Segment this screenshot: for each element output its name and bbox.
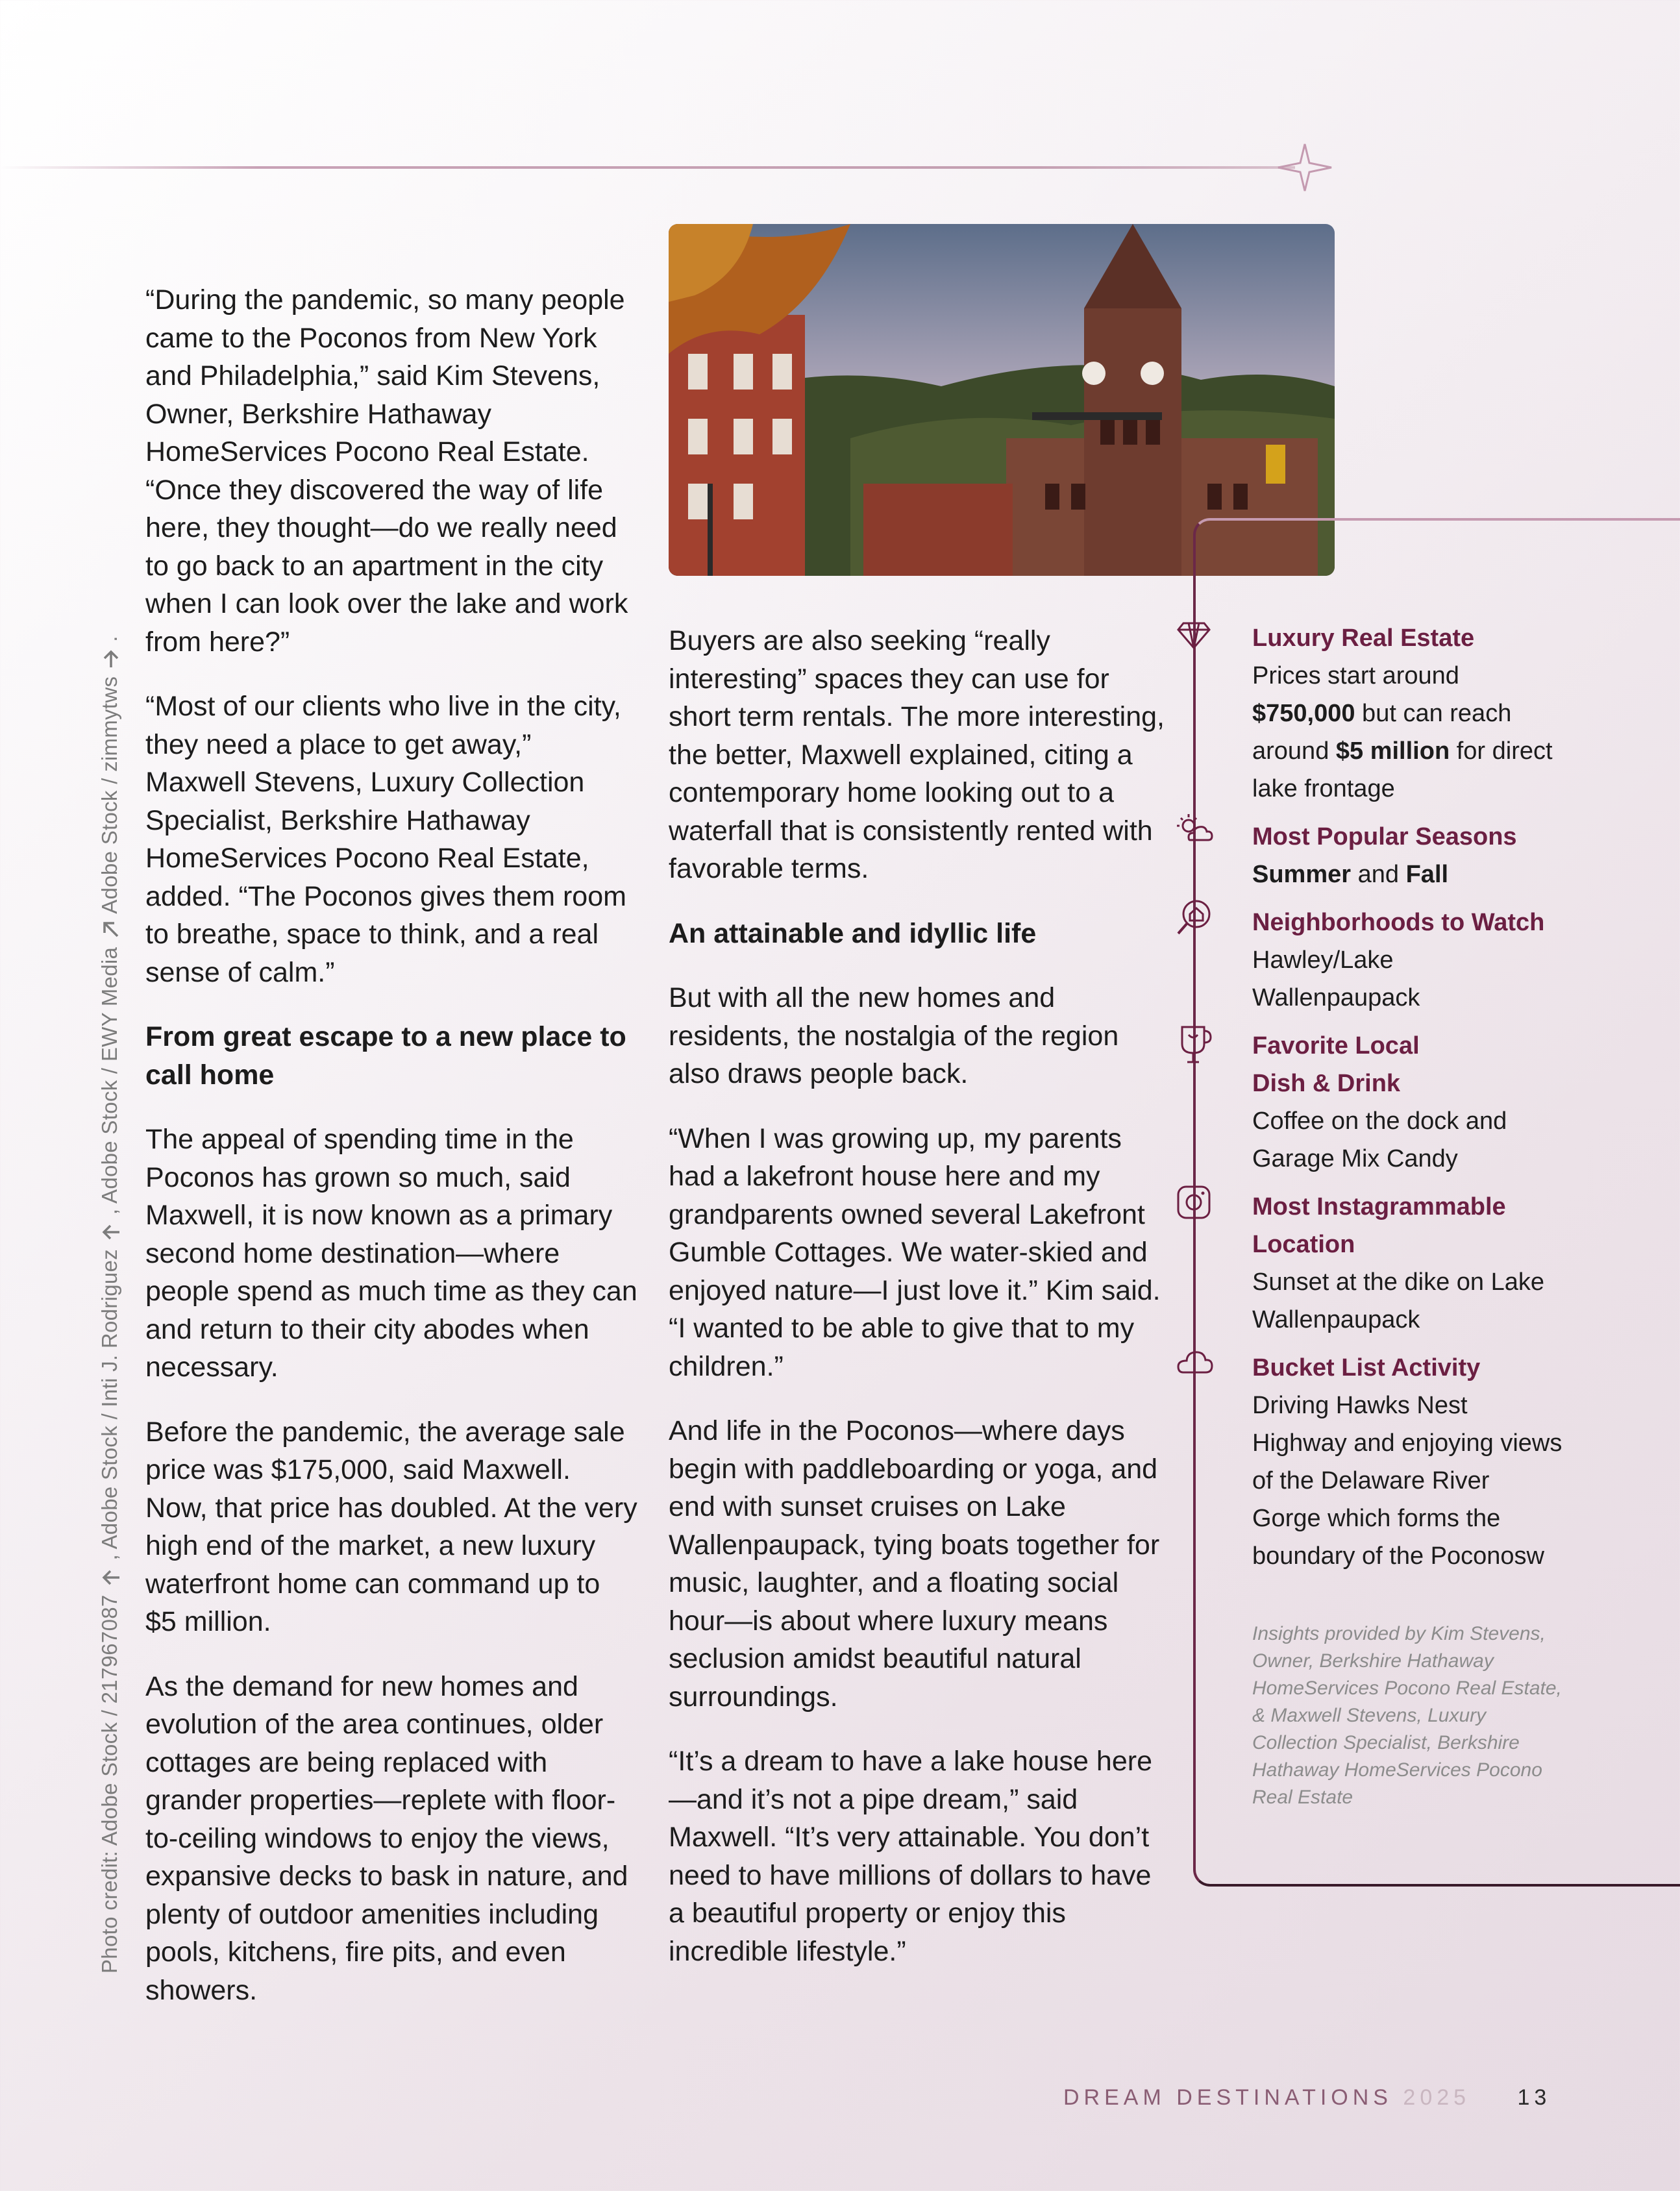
- up-arrow-icon: [100, 1566, 122, 1589]
- credit-part-2: , Adobe Stock / Inti J. Rodriguez: [97, 1249, 121, 1561]
- paragraph: “When I was growing up, my parents had a lakefront house here and my grandparents owned several Lakefront Gumble Cottages. We water-skied and enjoyed nature—I just love it.” Kim said. “I wanted to be able to give that to my children.”: [669, 1122, 1161, 1382]
- paragraph: Before the pandemic, the average sale price was $175,000, said Maxwell. Now, that price has doubled. At the very high end of the market, a new luxury waterfront home can command up to $5 million.: [145, 1416, 637, 1637]
- fact-title: Bucket List Activity: [1252, 1354, 1481, 1381]
- page-footer: [1063, 2085, 1551, 2111]
- credit-part-5: .: [97, 636, 121, 642]
- camera-icon: [1174, 1183, 1213, 1222]
- up-arrow-icon: [100, 1221, 122, 1243]
- fact-title: Most Popular Seasons: [1252, 823, 1517, 850]
- fact-title: Dish & Drink: [1252, 1070, 1401, 1097]
- fact-popular-seasons: [1252, 818, 1564, 893]
- publication-year: 2025: [1403, 2085, 1471, 2110]
- up-right-arrow-icon: [100, 919, 122, 941]
- diamond-icon: [1174, 614, 1213, 653]
- paragraph: Buyers are also seeking “really interesting” spaces they can use for short term rentals. The more interesting, the better, Maxwell explained, citing a contemporary home looking out to a waterfall that is consistently rented with favorable terms.: [669, 625, 1165, 884]
- paragraph: “It’s a dream to have a lake house here—and it’s not a pipe dream,” said Maxwell. “It’s very attainable. You don’t need to have millions of dollars to have a beautiful property or enjoy this incredible lifestyle.”: [669, 1746, 1152, 1967]
- fact-luxury-real-estate: [1252, 619, 1564, 808]
- page-number: 13: [1517, 2085, 1551, 2110]
- section-heading: From great escape to a new place to call home: [145, 1021, 626, 1091]
- paragraph: “Most of our clients who live in the city, they need a place to get away,” Maxwell Stevens, Luxury Collection Specialist, Berkshire Hathaway HomeServices Pocono Real Estate, added. “The Poconos gives them room to breathe, space to think, and a real sense of calm.”: [145, 691, 626, 988]
- paragraph: And life in the Poconos—where days begin with paddleboarding or yoga, and end with sunset cruises on Lake Wallenpaupack, tying boats together for music, laughter, and a floating social hour—is about where luxury means seclusion amidst beautiful natural surroundings.: [669, 1415, 1160, 1713]
- fact-text: Sunset at the dike on Lake Wallenpaupack: [1252, 1269, 1544, 1333]
- fact-neighborhoods: [1252, 904, 1564, 1017]
- credit-part-4: Adobe Stock / zimmytws: [97, 676, 121, 914]
- top-decorative-rule: [0, 166, 1295, 169]
- publication-title: DREAM DESTINATIONS: [1063, 2085, 1392, 2110]
- fact-title: Luxury Real Estate: [1252, 625, 1475, 652]
- cloud-icon: [1174, 1343, 1213, 1381]
- paragraph: As the demand for new homes and evolution of the area continues, older cottages are being replaced with grander properties—replete with floor-to-ceiling windows to enjoy the views, expansive decks to bask in nature, and plenty of outdoor amenities including pools, kitchens, fire pits, and even showers.: [145, 1670, 628, 2006]
- fact-title: Favorite Local: [1252, 1032, 1420, 1059]
- credit-part-1: Photo credit: Adobe Stock / 217967087: [97, 1594, 121, 1974]
- fact-dish-drink: [1252, 1027, 1564, 1178]
- photo-credit: [97, 584, 122, 1974]
- insights-note: Insights provided by Kim Stevens, Owner, Berkshire Hathaway HomeServices Pocono Real Estate, & Maxwell Stevens, Luxury Collection Specialist, Berkshire Hathaway HomeServices Pocono Real Estate: [1252, 1623, 1562, 1808]
- fact-sidebar: [1252, 619, 1564, 1811]
- fact-instagrammable: [1252, 1188, 1564, 1339]
- article-column-2: [669, 622, 1168, 1997]
- paragraph: “During the pandemic, so many people came to the Poconos from New York and Philadelphia,” said Kim Stevens, Owner, Berkshire Hathaway HomeServices Pocono Real Estate. “Once they discovered the way of life here, they thought—do we really need to go back to an apartment in the city when I can look over the lake and work from here?”: [145, 284, 628, 658]
- fact-text: Hawley/Lake Wallenpaupack: [1252, 947, 1420, 1011]
- fact-bucket-list: [1252, 1349, 1564, 1575]
- fact-title: Neighborhoods to Watch: [1252, 909, 1545, 936]
- fact-text: Coffee on the dock and Garage Mix Candy: [1252, 1108, 1507, 1172]
- article-column-1: [145, 281, 639, 2036]
- paragraph: The appeal of spending time in the Poconos has grown so much, said Maxwell, it is now known as a primary second home destination—where people spend as much time as they can and return to their city abodes when necessary.: [145, 1124, 637, 1383]
- credit-part-3: , Adobe Stock / EWY Media: [97, 947, 121, 1215]
- fact-text: Prices start around $750,000 but can reach around $5 million for direct lake frontage: [1252, 662, 1553, 802]
- paragraph: But with all the new homes and residents, the nostalgia of the region also draws people back.: [669, 982, 1119, 1089]
- four-point-star-icon: [1276, 142, 1334, 193]
- right-arrow-icon: [100, 648, 122, 670]
- house-magnifier-icon: [1174, 897, 1213, 936]
- coffee-cup-icon: [1174, 1018, 1213, 1066]
- fact-text: Driving Hawks Nest Highway and enjoying views of the Delaware River Gorge which forms the boundary of the Poconosw: [1252, 1392, 1563, 1570]
- section-heading: An attainable and idyllic life: [669, 917, 1037, 949]
- sun-cloud-icon: [1174, 810, 1213, 849]
- fact-text: Summer and Fall: [1252, 861, 1449, 888]
- fact-title: Most Instagrammable Location: [1252, 1193, 1506, 1258]
